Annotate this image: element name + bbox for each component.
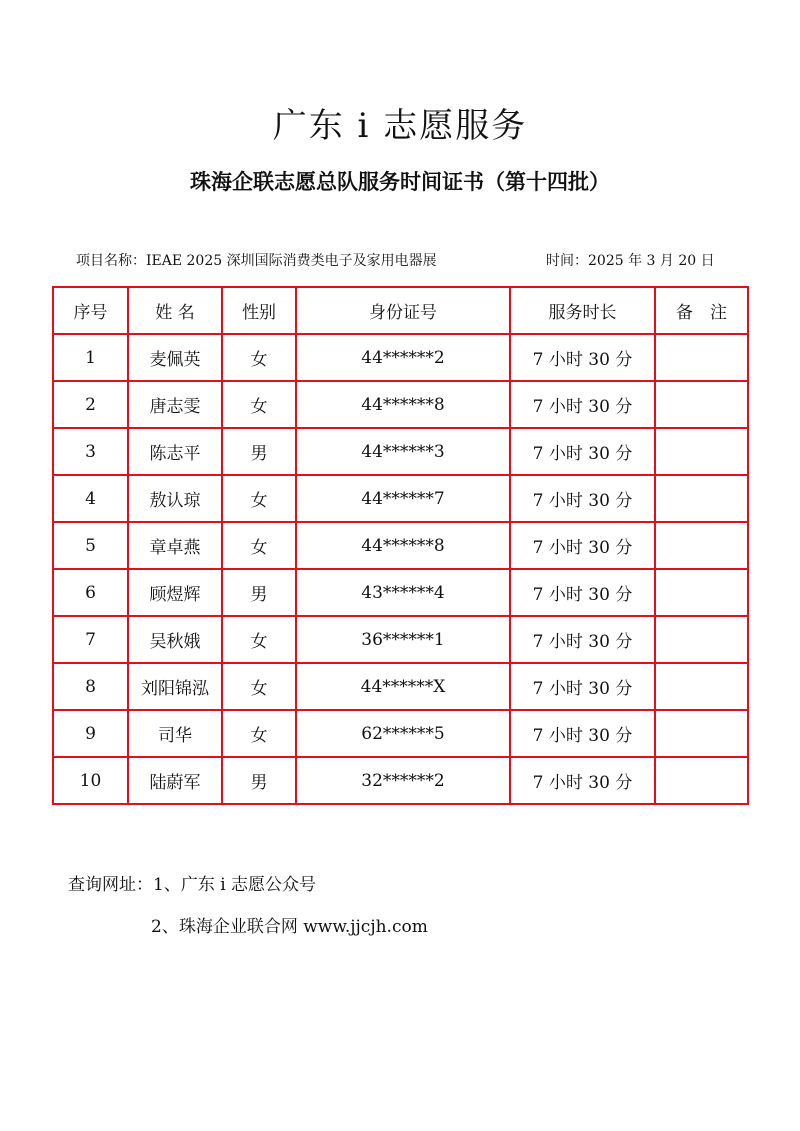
header-name: 姓 名 — [128, 287, 222, 334]
cell-no: 7 — [53, 616, 128, 663]
cell-gender: 女 — [222, 710, 296, 757]
table-row — [53, 428, 748, 475]
table-row — [53, 710, 748, 757]
cell-gender: 女 — [222, 381, 296, 428]
cell-id: 62******5 — [296, 710, 510, 757]
table-row — [53, 616, 748, 663]
cell-note — [655, 757, 748, 804]
cell-id: 32******2 — [296, 757, 510, 804]
cell-gender: 女 — [222, 334, 296, 381]
header-gender: 性别 — [222, 287, 296, 334]
cell-note — [655, 569, 748, 616]
table-row — [53, 475, 748, 522]
cell-note — [655, 381, 748, 428]
cell-name: 章卓燕 — [128, 522, 222, 569]
header-note: 备 注 — [655, 287, 748, 334]
query-url-item: 2、珠海企业联合网 www.jjcjh.com — [151, 917, 428, 937]
cell-no: 1 — [53, 334, 128, 381]
cell-hours: 7 小时 30 分 — [510, 334, 655, 381]
cell-id: 43******4 — [296, 569, 510, 616]
project-name: 项目名称：IEAE 2025 深圳国际消费类电子及家用电器展 — [76, 253, 437, 269]
cell-note — [655, 663, 748, 710]
cell-gender: 男 — [222, 757, 296, 804]
cell-note — [655, 428, 748, 475]
table-row — [53, 522, 748, 569]
header-hours: 服务时长 — [510, 287, 655, 334]
cell-hours: 7 小时 30 分 — [510, 616, 655, 663]
volunteer-table — [52, 286, 749, 805]
cell-name: 刘阳锦泓 — [128, 663, 222, 710]
cell-gender: 女 — [222, 663, 296, 710]
table-row — [53, 334, 748, 381]
table-row — [53, 757, 748, 804]
table-header-row — [53, 287, 748, 334]
document-subtitle: 珠海企联志愿总队服务时间证书（第十四批） — [190, 169, 610, 194]
cell-id: 44******7 — [296, 475, 510, 522]
cell-hours: 7 小时 30 分 — [510, 757, 655, 804]
certificate-date: 时间：2025 年 3 月 20 日 — [546, 253, 715, 269]
table-row — [53, 381, 748, 428]
cell-id: 44******8 — [296, 381, 510, 428]
cell-hours: 7 小时 30 分 — [510, 475, 655, 522]
cell-name: 吴秋娥 — [128, 616, 222, 663]
cell-name: 顾煜辉 — [128, 569, 222, 616]
cell-note — [655, 475, 748, 522]
table-row — [53, 569, 748, 616]
cell-name: 陈志平 — [128, 428, 222, 475]
cell-no: 2 — [53, 381, 128, 428]
cell-note — [655, 334, 748, 381]
cell-no: 8 — [53, 663, 128, 710]
cell-hours: 7 小时 30 分 — [510, 428, 655, 475]
cell-note — [655, 522, 748, 569]
cell-note — [655, 710, 748, 757]
cell-hours: 7 小时 30 分 — [510, 569, 655, 616]
query-url-label: 查询网址：1、广东 i 志愿公众号 — [68, 875, 317, 895]
cell-gender: 女 — [222, 522, 296, 569]
cell-name: 唐志雯 — [128, 381, 222, 428]
cell-no: 9 — [53, 710, 128, 757]
document-title: 广东 i 志愿服务 — [272, 106, 528, 146]
cell-no: 4 — [53, 475, 128, 522]
cell-name: 麦佩英 — [128, 334, 222, 381]
cell-name: 陆蔚军 — [128, 757, 222, 804]
cell-name: 敖认琼 — [128, 475, 222, 522]
cell-id: 44******X — [296, 663, 510, 710]
cell-hours: 7 小时 30 分 — [510, 522, 655, 569]
cell-gender: 女 — [222, 475, 296, 522]
cell-id: 44******2 — [296, 334, 510, 381]
cell-hours: 7 小时 30 分 — [510, 663, 655, 710]
cell-name: 司华 — [128, 710, 222, 757]
cell-gender: 女 — [222, 616, 296, 663]
table-row — [53, 663, 748, 710]
cell-no: 6 — [53, 569, 128, 616]
cell-no: 10 — [53, 757, 128, 804]
cell-no: 5 — [53, 522, 128, 569]
cell-gender: 男 — [222, 428, 296, 475]
cell-id: 44******8 — [296, 522, 510, 569]
cell-id: 44******3 — [296, 428, 510, 475]
cell-id: 36******1 — [296, 616, 510, 663]
cell-no: 3 — [53, 428, 128, 475]
cell-note — [655, 616, 748, 663]
cell-hours: 7 小时 30 分 — [510, 710, 655, 757]
header-no: 序号 — [53, 287, 128, 334]
cell-hours: 7 小时 30 分 — [510, 381, 655, 428]
cell-gender: 男 — [222, 569, 296, 616]
header-id: 身份证号 — [296, 287, 510, 334]
